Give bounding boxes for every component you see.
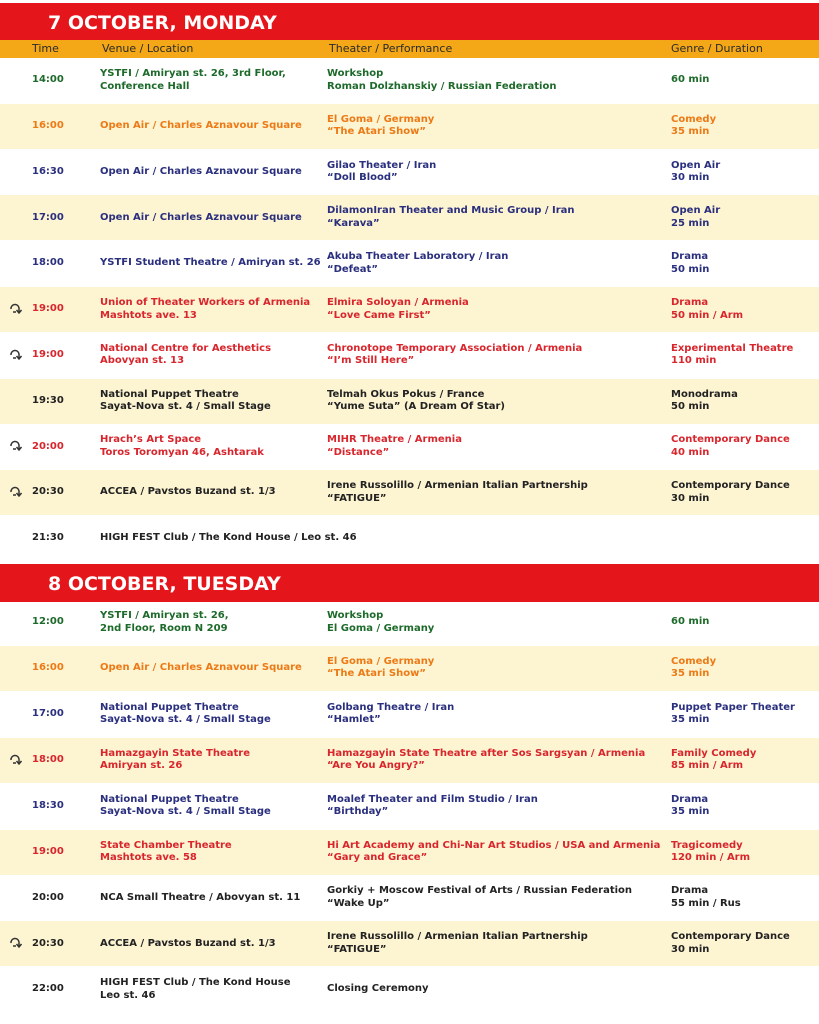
time-line: 16:30 [32, 165, 64, 177]
day-header-monday [0, 3, 819, 41]
time-line: 18:00 [32, 257, 64, 269]
schedule-row [0, 379, 819, 424]
time-line: 17:00 [32, 708, 64, 720]
time-line: 19:30 [32, 394, 64, 406]
performance-line: Elmira Soloyan / Armenia [327, 297, 469, 308]
schedule-row [0, 967, 819, 1012]
time-cell [32, 424, 92, 469]
venue-cell [100, 241, 322, 286]
genre-duration-line: 35 min [671, 714, 710, 726]
performance-line: Akuba Theater Laboratory / Iran [327, 251, 509, 263]
performance-cell [327, 516, 667, 561]
time-cell [32, 692, 92, 737]
venue-cell [100, 921, 322, 966]
venue-cell [100, 424, 322, 469]
transfer-arrow-icon [7, 738, 23, 783]
performance-cell [327, 921, 667, 966]
schedule-row [0, 241, 819, 286]
performance-cell [327, 470, 667, 515]
schedule-row [0, 104, 819, 149]
venue-cell [100, 287, 322, 332]
genre-duration-cell [671, 470, 816, 515]
venue-line: Open Air / Charles Aznavour Square [100, 120, 302, 132]
venue-cell [100, 150, 322, 195]
time-line: 12:00 [32, 616, 64, 628]
time-cell [32, 104, 92, 149]
performance-cell [327, 830, 667, 875]
venue-line: Hrach’s Art Space [100, 434, 202, 446]
venue-line: YSTFI / Amiryan st. 26, 3rd Floor, [100, 68, 286, 79]
venue-line: Sayat-Nova st. 4 / Small Stage [100, 806, 271, 818]
venue-cell [100, 379, 322, 424]
venue-line: Sayat-Nova st. 4 / Small Stage [100, 401, 271, 413]
performance-line: El Goma / Germany [327, 113, 435, 125]
time-cell [32, 921, 92, 966]
time-cell [32, 646, 92, 691]
venue-line: National Centre for Aesthetics [100, 342, 272, 354]
genre-duration-cell [671, 58, 816, 103]
venue-line: Toros Toromyan 46, Ashtarak [100, 446, 264, 458]
time-line: 21:30 [32, 532, 64, 544]
genre-duration-cell [671, 287, 816, 332]
venue-cell [100, 646, 322, 691]
performance-cell [327, 646, 667, 691]
genre-duration-cell [671, 516, 816, 561]
schedule-row [0, 784, 819, 829]
performance-line: Gorkiy + Moscow Festival of Arts / Russian Federation [327, 885, 633, 897]
time-cell [32, 287, 92, 332]
genre-duration-cell [671, 150, 816, 195]
performance-line: “Karava” [327, 217, 380, 229]
venue-cell [100, 58, 322, 103]
transfer-arrow-icon [7, 333, 23, 378]
venue-line: YSTFI / Amiryan st. 26, [100, 610, 229, 621]
venue-cell [100, 195, 322, 240]
performance-cell [327, 424, 667, 469]
time-cell [32, 967, 92, 1012]
genre-duration-cell [671, 104, 816, 149]
schedule-row [0, 195, 819, 240]
genre-duration-cell [671, 967, 816, 1012]
genre-duration-line: 60 min [671, 616, 710, 628]
transfer-arrow-icon [7, 921, 23, 966]
performance-line: “Doll Blood” [327, 172, 398, 184]
time-cell [32, 379, 92, 424]
performance-line: “FATIGUE” [327, 943, 387, 955]
genre-duration-line: Drama [671, 251, 709, 263]
venue-line: National Puppet Theatre [100, 793, 239, 805]
performance-cell [327, 58, 667, 103]
time-cell [32, 470, 92, 515]
day-title: 8 OCTOBER, TUESDAY [48, 573, 281, 595]
venue-line: Mashtots ave. 13 [100, 309, 197, 321]
genre-duration-line: 50 min [671, 263, 710, 275]
time-cell [32, 600, 92, 645]
column-header-performance: Theater / Performance [329, 42, 453, 55]
time-line: 20:00 [32, 440, 64, 452]
venue-cell [100, 692, 322, 737]
performance-line: DilamonIran Theater and Music Group / Iran [327, 205, 575, 217]
genre-duration-cell [671, 692, 816, 737]
schedule-row [0, 921, 819, 966]
genre-duration-cell [671, 784, 816, 829]
time-line: 19:00 [32, 845, 64, 857]
venue-cell [100, 600, 322, 645]
venue-cell [100, 830, 322, 875]
venue-cell [100, 738, 322, 783]
time-line: 17:00 [32, 211, 64, 223]
performance-line: Moalef Theater and Film Studio / Iran [327, 793, 538, 805]
schedule-row [0, 738, 819, 783]
performance-line: “I’m Still Here” [327, 355, 415, 367]
venue-line: Hamazgayin State Theatre [100, 747, 250, 759]
performance-cell [327, 600, 667, 645]
genre-duration-line: 110 min [671, 355, 717, 367]
genre-duration-cell [671, 921, 816, 966]
venue-cell [100, 875, 322, 920]
venue-line: ACCEA / Pavstos Buzand st. 1/3 [100, 937, 276, 949]
genre-duration-line: 55 min / Rus [671, 897, 741, 909]
genre-duration-line: 30 min [671, 492, 710, 504]
performance-cell [327, 875, 667, 920]
genre-duration-line: Family Comedy [671, 747, 757, 759]
column-headers [0, 40, 819, 58]
time-line: 18:30 [32, 799, 64, 811]
genre-duration-cell [671, 830, 816, 875]
venue-cell [100, 470, 322, 515]
genre-duration-line: 60 min [671, 74, 710, 86]
performance-line: “Birthday” [327, 806, 389, 818]
venue-line: Mashtots ave. 58 [100, 852, 197, 863]
performance-cell [327, 195, 667, 240]
genre-duration-cell [671, 195, 816, 240]
venue-line: National Puppet Theatre [100, 701, 239, 713]
transfer-arrow-icon [7, 287, 23, 332]
performance-line: Hi Art Academy and Chi-Nar Art Studios / USA and Armenia [327, 839, 661, 851]
time-line: 20:30 [32, 937, 64, 949]
performance-line: “The Atari Show” [327, 126, 426, 138]
time-cell [32, 333, 92, 378]
venue-line: Open Air / Charles Aznavour Square [100, 165, 302, 177]
performance-line: El Goma / Germany [327, 655, 435, 667]
venue-line: Amiryan st. 26 [100, 760, 183, 772]
schedule-row [0, 58, 819, 103]
performance-line: “Love Came First” [327, 309, 431, 321]
genre-duration-line: Comedy [671, 655, 717, 667]
performance-line: “Wake Up” [327, 897, 390, 909]
venue-line: Union of Theater Workers of Armenia [100, 297, 311, 308]
venue-line: Sayat-Nova st. 4 / Small Stage [100, 714, 271, 726]
genre-duration-line: Experimental Theatre [671, 342, 794, 354]
genre-duration-line: Drama [671, 297, 709, 308]
time-cell [32, 738, 92, 783]
performance-cell [327, 692, 667, 737]
time-cell [32, 784, 92, 829]
genre-duration-line: 50 min [671, 401, 710, 413]
venue-line: National Puppet Theatre [100, 388, 239, 400]
genre-duration-line: 30 min [671, 943, 710, 955]
time-line: 16:00 [32, 120, 64, 132]
time-line: 20:30 [32, 486, 64, 498]
venue-line: State Chamber Theatre [100, 839, 232, 851]
column-header-time: Time [32, 42, 59, 55]
schedule-row [0, 600, 819, 645]
genre-duration-line: Drama [671, 793, 709, 805]
transfer-arrow-icon [7, 424, 23, 469]
day-title: 7 OCTOBER, MONDAY [48, 12, 277, 34]
genre-duration-line: 85 min / Arm [671, 760, 744, 772]
performance-cell [327, 333, 667, 378]
genre-duration-line: 35 min [671, 668, 710, 680]
genre-duration-line: 35 min [671, 126, 710, 138]
genre-duration-cell [671, 738, 816, 783]
performance-line: Telmah Okus Pokus / France [327, 388, 485, 400]
genre-duration-line: Contemporary Dance [671, 931, 790, 943]
venue-line: ACCEA / Pavstos Buzand st. 1/3 [100, 486, 276, 498]
venue-line: Abovyan st. 13 [100, 355, 185, 367]
schedule-row [0, 287, 819, 332]
genre-duration-line: Drama [671, 885, 709, 897]
performance-line: “FATIGUE” [327, 492, 387, 504]
time-line: 22:00 [32, 983, 64, 995]
time-line: 18:00 [32, 753, 64, 765]
venue-cell [100, 104, 322, 149]
performance-cell [327, 104, 667, 149]
performance-line: “Distance” [327, 446, 390, 458]
genre-duration-line: 50 min / Arm [671, 309, 744, 321]
performance-line: Gilao Theater / Iran [327, 159, 437, 171]
schedule-row [0, 646, 819, 691]
genre-duration-line: Open Air [671, 159, 721, 171]
time-cell [32, 195, 92, 240]
venue-line: Open Air / Charles Aznavour Square [100, 211, 302, 223]
performance-line: “Defeat” [327, 263, 378, 275]
performance-cell [327, 287, 667, 332]
schedule-row [0, 470, 819, 515]
genre-duration-cell [671, 600, 816, 645]
time-cell [32, 830, 92, 875]
genre-duration-line: Comedy [671, 113, 717, 125]
time-cell [32, 150, 92, 195]
genre-duration-cell [671, 424, 816, 469]
genre-duration-line: Contemporary Dance [671, 434, 790, 446]
performance-line: Workshop [327, 68, 384, 79]
time-line: 16:00 [32, 662, 64, 674]
venue-line: Open Air / Charles Aznavour Square [100, 662, 302, 674]
genre-duration-line: Monodrama [671, 388, 738, 400]
performance-line: Chronotope Temporary Association / Armenia [327, 342, 583, 354]
day-header-tuesday [0, 564, 819, 602]
transfer-arrow-icon [7, 470, 23, 515]
schedule-row [0, 516, 819, 561]
performance-cell [327, 967, 667, 1012]
performance-cell [327, 241, 667, 286]
venue-line: HIGH FEST Club / The Kond House [100, 977, 291, 989]
time-cell [32, 875, 92, 920]
performance-line: Roman Dolzhanskiy / Russian Federation [327, 80, 557, 92]
performance-line: Hamazgayin State Theatre after Sos Sargsyan / Armenia [327, 747, 646, 759]
venue-line: YSTFI Student Theatre / Amiryan st. 26 [100, 257, 321, 269]
genre-duration-line: 120 min / Arm [671, 852, 751, 863]
venue-cell [100, 333, 322, 378]
performance-cell [327, 738, 667, 783]
venue-cell [100, 516, 357, 561]
performance-line: Closing Ceremony [327, 983, 429, 995]
genre-duration-cell [671, 646, 816, 691]
performance-cell [327, 379, 667, 424]
genre-duration-line: 40 min [671, 446, 710, 458]
time-line: 19:00 [32, 303, 64, 315]
schedule-row [0, 875, 819, 920]
performance-cell [327, 150, 667, 195]
column-header-genre: Genre / Duration [671, 42, 763, 55]
venue-cell [100, 967, 322, 1012]
performance-line: “Yume Suta” (A Dream Of Star) [327, 401, 505, 413]
schedule-row [0, 150, 819, 195]
time-line: 19:00 [32, 349, 64, 361]
genre-duration-cell [671, 379, 816, 424]
genre-duration-line: Contemporary Dance [671, 480, 790, 492]
venue-line: HIGH FEST Club / The Kond House / Leo st. 46 [100, 532, 357, 544]
venue-line: NCA Small Theatre / Abovyan st. 11 [100, 891, 301, 903]
schedule-row [0, 424, 819, 469]
genre-duration-line: Open Air [671, 205, 721, 217]
schedule-row [0, 830, 819, 875]
performance-line: “The Atari Show” [327, 668, 426, 680]
genre-duration-line: 35 min [671, 806, 710, 818]
performance-line: “Are You Angry?” [327, 760, 425, 772]
genre-duration-line: 25 min [671, 217, 710, 229]
performance-line: MIHR Theatre / Armenia [327, 434, 462, 446]
performance-line: “Hamlet” [327, 714, 381, 726]
schedule-row [0, 692, 819, 737]
venue-line: Conference Hall [100, 80, 190, 92]
venue-line: Leo st. 46 [100, 989, 156, 1001]
performance-line: “Gary and Grace” [327, 852, 428, 863]
performance-line: Irene Russolillo / Armenian Italian Partnership [327, 480, 588, 492]
genre-duration-cell [671, 241, 816, 286]
genre-duration-line: Puppet Paper Theater [671, 701, 795, 713]
performance-line: Workshop [327, 610, 384, 621]
time-line: 20:00 [32, 891, 64, 903]
genre-duration-line: Tragicomedy [671, 839, 743, 851]
time-line: 14:00 [32, 74, 64, 86]
column-header-venue: Venue / Location [102, 42, 194, 55]
venue-line: 2nd Floor, Room N 209 [100, 622, 228, 634]
schedule-row [0, 333, 819, 378]
genre-duration-cell [671, 875, 816, 920]
time-cell [32, 58, 92, 103]
performance-line: El Goma / Germany [327, 622, 435, 634]
time-cell [32, 516, 92, 561]
performance-line: Irene Russolillo / Armenian Italian Partnership [327, 931, 588, 943]
time-cell [32, 241, 92, 286]
genre-duration-line: 30 min [671, 172, 710, 184]
performance-cell [327, 784, 667, 829]
performance-line: Golbang Theatre / Iran [327, 701, 455, 713]
genre-duration-cell [671, 333, 816, 378]
venue-cell [100, 784, 322, 829]
